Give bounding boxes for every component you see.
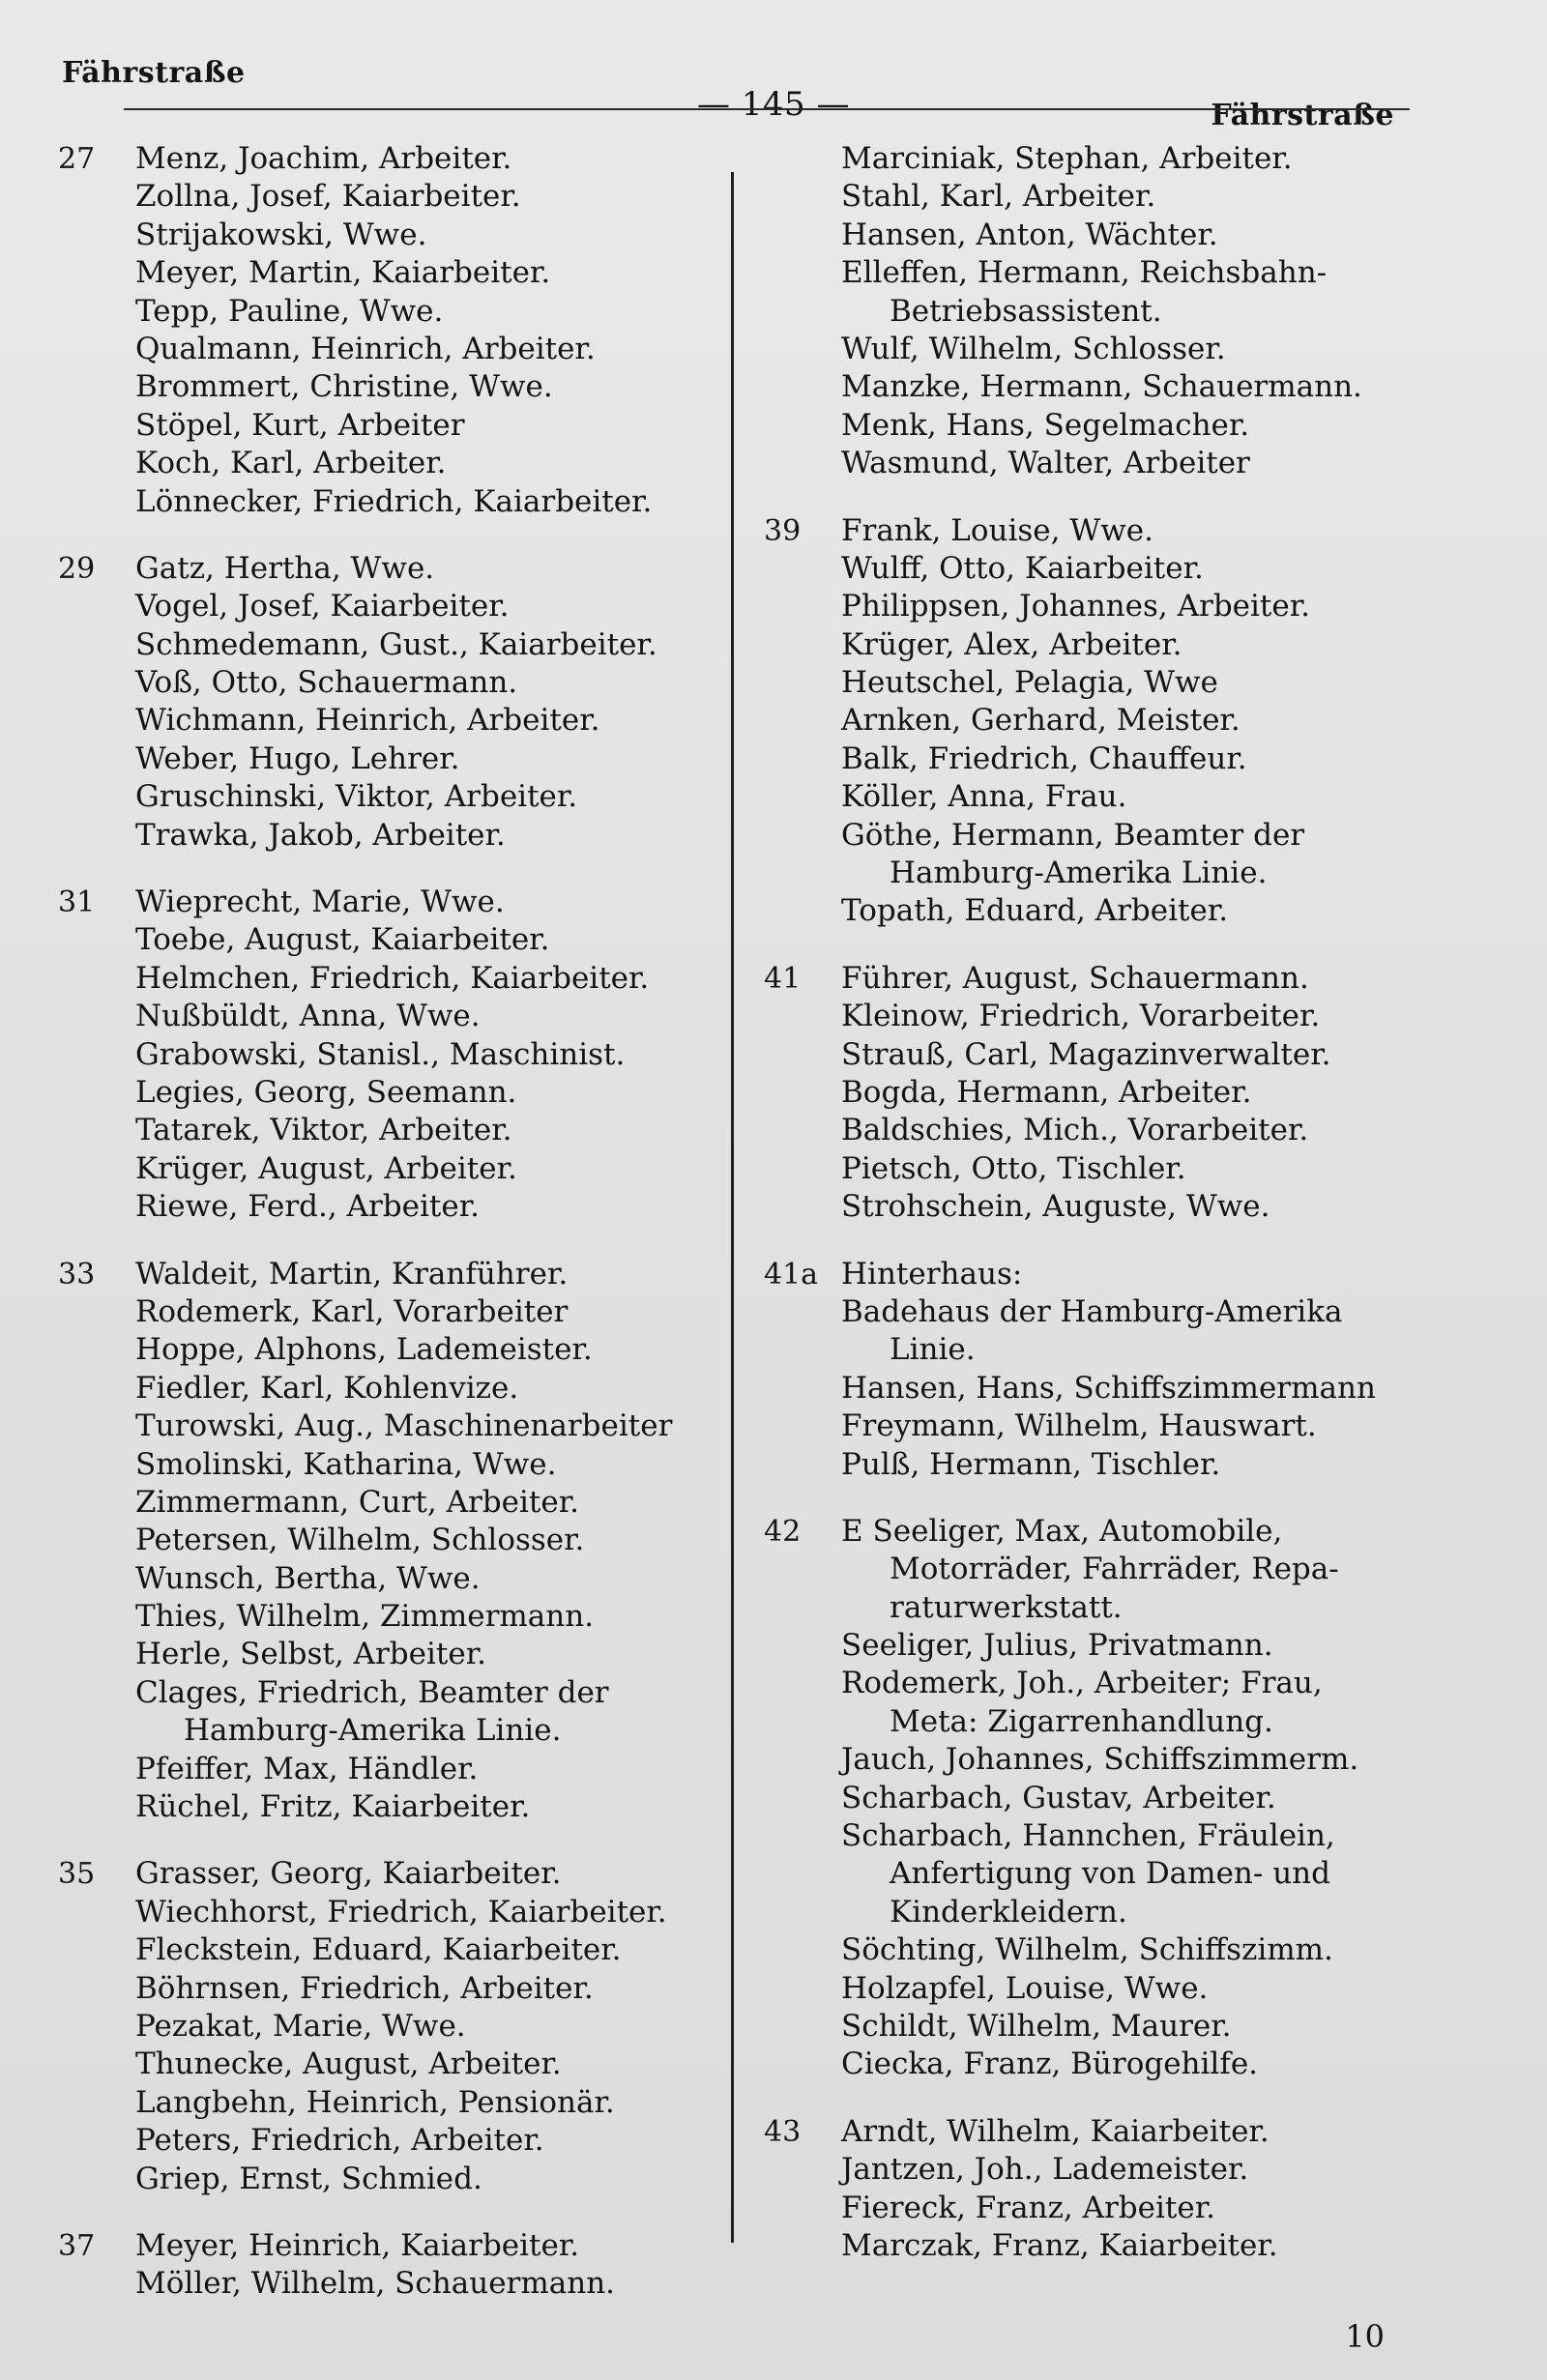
resident-text: Wulf, Wilhelm, Schlosser.	[841, 331, 1226, 366]
resident-text: Marczak, Franz, Kaiarbeiter.	[841, 2227, 1278, 2263]
resident-text: Kinderkleidern.	[890, 1894, 1127, 1930]
resident-line	[58, 921, 715, 959]
resident-text: Thies, Wilhelm, Zimmermann.	[135, 1599, 595, 1635]
resident-line	[764, 1446, 1402, 1484]
resident-line	[58, 1894, 715, 1931]
resident-text: Rüchel, Fritz, Kaiarbeiter.	[135, 1789, 531, 1825]
resident-line	[58, 778, 715, 816]
resident-line	[764, 998, 1402, 1035]
resident-line	[764, 1665, 1402, 1702]
resident-text: Balk, Friedrich, Chauffeur.	[841, 740, 1247, 776]
resident-text: Göthe, Hermann, Beamter der	[841, 817, 1305, 853]
resident-text: Toebe, August, Kaiarbeiter.	[135, 922, 550, 958]
resident-text: Wasmund, Walter, Arbeiter	[841, 446, 1250, 481]
resident-text: Rodemerk, Karl, Vorarbeiter	[135, 1293, 569, 1329]
resident-text: Tepp, Pauline, Wwe.	[135, 293, 444, 329]
resident-line	[58, 884, 715, 921]
resident-line	[58, 664, 715, 702]
resident-text: Trawka, Jakob, Arbeiter.	[135, 817, 506, 853]
resident-text: Pezakat, Marie, Wwe.	[135, 2008, 466, 2044]
resident-text: Menz, Joachim, Arbeiter.	[135, 141, 512, 176]
resident-text: Pfeiffer, Max, Händler.	[135, 1751, 479, 1786]
resident-text: Heutschel, Pelagia, Wwe	[841, 665, 1218, 701]
resident-line	[58, 445, 715, 482]
resident-line	[764, 1780, 1402, 1817]
house-entry	[764, 960, 1402, 1227]
resident-text: Bogda, Hermann, Arbeiter.	[841, 1074, 1252, 1110]
resident-line	[58, 1970, 715, 2008]
resident-text: Gruschinski, Viktor, Arbeiter.	[135, 779, 578, 815]
resident-line	[58, 998, 715, 1035]
resident-text: Gatz, Hertha, Wwe.	[135, 550, 435, 586]
resident-text: Scharbach, Gustav, Arbeiter.	[841, 1780, 1276, 1815]
resident-text: Petersen, Wilhelm, Schlosser.	[135, 1523, 585, 1558]
resident-line	[58, 1446, 715, 1484]
resident-text: Topath, Eduard, Arbeiter.	[841, 893, 1229, 929]
resident-text: Führer, August, Schauermann.	[841, 960, 1309, 996]
resident-text: Voß, Otto, Schauermann.	[135, 665, 518, 701]
resident-line	[764, 817, 1402, 855]
resident-text: Jantzen, Joh., Lademeister.	[841, 2152, 1249, 2188]
resident-text: Ciecka, Franz, Bürogehilfe.	[841, 2046, 1259, 2082]
resident-line	[764, 1293, 1402, 1331]
resident-line-continuation	[764, 1551, 1402, 1588]
resident-line	[58, 1788, 715, 1826]
resident-text: Meta: Zigarrenhandlung.	[890, 1703, 1273, 1739]
house-number: 43	[764, 2114, 802, 2149]
resident-text: Strijakowski, Wwe.	[135, 217, 427, 252]
resident-line	[764, 2151, 1402, 2189]
resident-text: E Seeliger, Max, Automobile,	[841, 1513, 1283, 1549]
resident-line-continuation	[764, 1894, 1402, 1931]
resident-line	[58, 740, 715, 778]
resident-text: Wunsch, Bertha, Wwe.	[135, 1560, 481, 1596]
house-number: 35	[58, 1857, 96, 1892]
resident-text: Hamburg-Amerika Linie.	[890, 856, 1268, 891]
resident-text: Weber, Hugo, Lehrer.	[135, 740, 460, 776]
house-number: 41	[764, 961, 802, 996]
resident-line	[58, 2084, 715, 2122]
resident-line	[58, 1484, 715, 1522]
house-entry	[58, 1855, 715, 2198]
house-entry	[764, 1256, 1402, 1484]
resident-line	[58, 1408, 715, 1445]
resident-line	[58, 1150, 715, 1188]
resident-text: Legies, Georg, Seemann.	[135, 1074, 517, 1110]
resident-line	[764, 2008, 1402, 2046]
resident-text: Marciniak, Stephan, Arbeiter.	[841, 141, 1293, 176]
running-header-right: Fährstraße	[1211, 99, 1394, 132]
resident-text: Krüger, Alex, Arbeiter.	[841, 626, 1182, 662]
resident-line	[764, 1408, 1402, 1445]
resident-text: Fleckstein, Eduard, Kaiarbeiter.	[135, 1932, 622, 1968]
resident-text: Meyer, Heinrich, Kaiarbeiter.	[135, 2227, 580, 2263]
resident-text: Helmchen, Friedrich, Kaiarbeiter.	[135, 960, 650, 996]
resident-line	[764, 1036, 1402, 1074]
resident-line	[58, 550, 715, 588]
resident-text: Betriebsassistent.	[890, 293, 1162, 329]
resident-line	[58, 1931, 715, 1969]
resident-line	[764, 1817, 1402, 1855]
sheet-number: 10	[1345, 2318, 1385, 2355]
resident-text: raturwerkstatt.	[890, 1589, 1123, 1625]
house-entry	[764, 512, 1402, 931]
resident-line	[58, 2122, 715, 2160]
resident-line	[58, 407, 715, 445]
house-entry	[58, 1256, 715, 1827]
resident-text: Elleffen, Hermann, Reichsbahn-	[841, 255, 1328, 291]
resident-line	[764, 626, 1402, 664]
house-entry	[58, 550, 715, 855]
resident-text: Herle, Selbst, Arbeiter.	[135, 1637, 486, 1672]
resident-line	[764, 1370, 1402, 1408]
resident-text: Wiechhorst, Friedrich, Kaiarbeiter.	[135, 1894, 667, 1930]
running-header-left: Fährstraße	[62, 56, 246, 90]
resident-text: Pulß, Hermann, Tischler.	[841, 1446, 1221, 1482]
resident-line	[58, 626, 715, 664]
resident-line	[764, 588, 1402, 625]
house-entry	[58, 884, 715, 1227]
resident-text: Seeliger, Julius, Privatmann.	[841, 1628, 1273, 1664]
resident-line	[764, 445, 1402, 482]
resident-text: Motorräder, Fahrräder, Repa-	[890, 1552, 1339, 1587]
resident-line	[764, 1970, 1402, 2008]
resident-line	[764, 140, 1402, 178]
resident-line	[764, 2190, 1402, 2227]
house-number: 41a	[764, 1257, 819, 1292]
resident-line	[58, 178, 715, 216]
resident-text: Baldschies, Mich., Vorarbeiter.	[841, 1113, 1309, 1148]
resident-line-continuation	[58, 1712, 715, 1750]
resident-text: Möller, Wilhelm, Schauermann.	[135, 2266, 616, 2302]
resident-text: Grasser, Georg, Kaiarbeiter.	[135, 1856, 562, 1892]
resident-text: Schildt, Wilhelm, Maurer.	[841, 2008, 1232, 2044]
house-entry	[764, 140, 1402, 483]
resident-line	[58, 2046, 715, 2083]
house-number: 39	[764, 513, 802, 548]
resident-line	[764, 254, 1402, 292]
house-entry	[58, 2227, 715, 2304]
resident-line	[764, 1112, 1402, 1149]
resident-line	[764, 2227, 1402, 2265]
resident-text: Fiedler, Karl, Kohlenvize.	[135, 1370, 519, 1406]
resident-line	[58, 217, 715, 254]
header-rule	[124, 108, 1410, 110]
resident-line	[764, 892, 1402, 930]
house-number: 37	[58, 2228, 96, 2263]
resident-line-continuation	[764, 1331, 1402, 1369]
resident-text: Hinterhaus:	[841, 1256, 1023, 1292]
resident-text: Hansen, Hans, Schiffszimmermann	[841, 1370, 1376, 1406]
resident-line	[764, 778, 1402, 816]
house-number: 29	[58, 551, 96, 586]
resident-text: Clages, Friedrich, Beamter der	[135, 1674, 609, 1710]
resident-line	[764, 1931, 1402, 1969]
resident-text: Menk, Hans, Segelmacher.	[841, 407, 1250, 443]
resident-text: Hansen, Anton, Wächter.	[841, 217, 1218, 252]
left-column	[58, 140, 715, 2333]
resident-text: Philippsen, Johannes, Arbeiter.	[841, 589, 1310, 624]
resident-text: Böhrnsen, Friedrich, Arbeiter.	[135, 1970, 594, 2006]
resident-text: Hoppe, Alphons, Lademeister.	[135, 1332, 593, 1368]
resident-line	[764, 368, 1402, 406]
resident-text: Stahl, Karl, Arbeiter.	[841, 179, 1156, 215]
resident-line	[58, 331, 715, 368]
resident-line	[764, 512, 1402, 550]
resident-line	[58, 1188, 715, 1226]
resident-line	[58, 1256, 715, 1293]
resident-line	[764, 2113, 1402, 2151]
resident-text: Scharbach, Hannchen, Fräulein,	[841, 1818, 1335, 1854]
resident-line	[58, 1855, 715, 1893]
house-number: 31	[58, 885, 96, 920]
house-entry	[764, 2113, 1402, 2266]
resident-text: Frank, Louise, Wwe.	[841, 512, 1153, 548]
resident-text: Jauch, Johannes, Schiffszimmerm.	[841, 1742, 1359, 1778]
resident-line-continuation	[764, 1855, 1402, 1893]
resident-line-continuation	[764, 293, 1402, 331]
resident-text: Riewe, Ferd., Arbeiter.	[135, 1189, 480, 1225]
resident-line	[58, 1036, 715, 1074]
resident-line	[58, 140, 715, 178]
resident-text: Langbehn, Heinrich, Pensionär.	[135, 2084, 615, 2120]
resident-line	[764, 217, 1402, 254]
resident-line	[58, 254, 715, 292]
resident-text: Anfertigung von Damen- und	[890, 1856, 1330, 1892]
resident-line	[58, 960, 715, 998]
resident-text: Hamburg-Amerika Linie.	[184, 1713, 562, 1749]
resident-text: Waldeit, Martin, Kranführer.	[135, 1256, 569, 1292]
resident-line	[58, 1522, 715, 1559]
resident-line	[58, 702, 715, 740]
resident-line	[58, 293, 715, 331]
house-entry	[58, 140, 715, 521]
resident-text: Strohschein, Auguste, Wwe.	[841, 1189, 1270, 1225]
column-divider	[731, 172, 734, 2243]
resident-line	[764, 178, 1402, 216]
resident-text: Griep, Ernst, Schmied.	[135, 2161, 482, 2196]
resident-text: Vogel, Josef, Kaiarbeiter.	[135, 589, 510, 624]
resident-text: Koch, Karl, Arbeiter.	[135, 446, 447, 481]
resident-text: Strauß, Carl, Magazinverwalter.	[841, 1036, 1331, 1072]
resident-text: Arnken, Gerhard, Meister.	[841, 703, 1241, 739]
resident-text: Freymann, Wilhelm, Hauswart.	[841, 1408, 1317, 1444]
resident-line-continuation	[764, 1703, 1402, 1741]
resident-text: Schmedemann, Gust., Kaiarbeiter.	[135, 626, 657, 662]
resident-text: Nußbüldt, Anna, Wwe.	[135, 999, 481, 1034]
resident-line	[764, 1074, 1402, 1112]
resident-line	[764, 1150, 1402, 1188]
resident-line	[58, 1074, 715, 1112]
page-number-header: — 145 —	[696, 85, 850, 124]
resident-line	[764, 331, 1402, 368]
resident-text: Tatarek, Viktor, Arbeiter.	[135, 1113, 512, 1148]
resident-line	[58, 1112, 715, 1149]
resident-line-continuation	[764, 855, 1402, 892]
resident-text: Linie.	[890, 1332, 976, 1368]
resident-line-continuation	[764, 1589, 1402, 1627]
resident-text: Zimmermann, Curt, Arbeiter.	[135, 1484, 579, 1520]
resident-text: Thunecke, August, Arbeiter.	[135, 2046, 562, 2082]
resident-text: Meyer, Martin, Kaiarbeiter.	[135, 255, 551, 291]
resident-text: Wichmann, Heinrich, Arbeiter.	[135, 703, 600, 739]
resident-text: Brommert, Christine, Wwe.	[135, 369, 553, 405]
resident-line	[58, 1370, 715, 1408]
resident-line	[764, 1256, 1402, 1293]
resident-line	[764, 1188, 1402, 1226]
resident-text: Kleinow, Friedrich, Vorarbeiter.	[841, 999, 1321, 1034]
resident-line	[58, 2265, 715, 2303]
resident-text: Turowski, Aug., Maschinenarbeiter	[135, 1408, 673, 1444]
resident-line	[764, 960, 1402, 998]
resident-line	[58, 2161, 715, 2198]
resident-line	[58, 1751, 715, 1788]
resident-line	[58, 1293, 715, 1331]
right-column	[764, 140, 1402, 2294]
resident-line	[58, 368, 715, 406]
resident-line	[58, 1598, 715, 1636]
resident-line	[58, 2227, 715, 2265]
resident-text: Qualmann, Heinrich, Arbeiter.	[135, 331, 596, 366]
house-number: 27	[58, 142, 96, 176]
resident-text: Rodemerk, Joh., Arbeiter; Frau,	[841, 1666, 1323, 1701]
house-number: 33	[58, 1257, 96, 1292]
resident-text: Smolinski, Katharina, Wwe.	[135, 1446, 557, 1482]
resident-text: Grabowski, Stanisl., Maschinist.	[135, 1036, 626, 1072]
resident-line	[58, 1331, 715, 1369]
resident-text: Arndt, Wilhelm, Kaiarbeiter.	[841, 2113, 1270, 2149]
resident-line	[764, 740, 1402, 778]
resident-text: Wulff, Otto, Kaiarbeiter.	[841, 550, 1204, 586]
resident-text: Köller, Anna, Frau.	[841, 779, 1127, 815]
resident-text: Zollna, Josef, Kaiarbeiter.	[135, 179, 521, 215]
resident-line	[58, 817, 715, 855]
resident-text: Badehaus der Hamburg-Amerika	[841, 1293, 1343, 1329]
resident-line	[764, 702, 1402, 740]
resident-text: Fiereck, Franz, Arbeiter.	[841, 2190, 1215, 2225]
resident-line	[58, 483, 715, 521]
resident-line	[764, 550, 1402, 588]
resident-text: Stöpel, Kurt, Arbeiter	[135, 407, 465, 443]
resident-line	[764, 1513, 1402, 1551]
resident-line	[58, 1636, 715, 1673]
resident-line	[764, 407, 1402, 445]
resident-line	[764, 1741, 1402, 1779]
resident-text: Manzke, Hermann, Schauermann.	[841, 369, 1362, 405]
resident-text: Söchting, Wilhelm, Schiffszimm.	[841, 1932, 1333, 1968]
resident-text: Holzapfel, Louise, Wwe.	[841, 1970, 1209, 2006]
resident-line	[764, 2046, 1402, 2083]
resident-line	[58, 1674, 715, 1712]
resident-text: Peters, Friedrich, Arbeiter.	[135, 2123, 544, 2159]
resident-text: Lönnecker, Friedrich, Kaiarbeiter.	[135, 483, 653, 519]
resident-text: Wieprecht, Marie, Wwe.	[135, 885, 505, 920]
resident-line	[764, 1627, 1402, 1665]
resident-line	[58, 588, 715, 625]
resident-line	[58, 1560, 715, 1598]
resident-text: Pietsch, Otto, Tischler.	[841, 1150, 1186, 1186]
house-entry	[764, 1513, 1402, 2084]
resident-text: Krüger, August, Arbeiter.	[135, 1150, 517, 1186]
house-number: 42	[764, 1514, 802, 1549]
resident-line	[58, 2008, 715, 2046]
resident-line	[764, 664, 1402, 702]
